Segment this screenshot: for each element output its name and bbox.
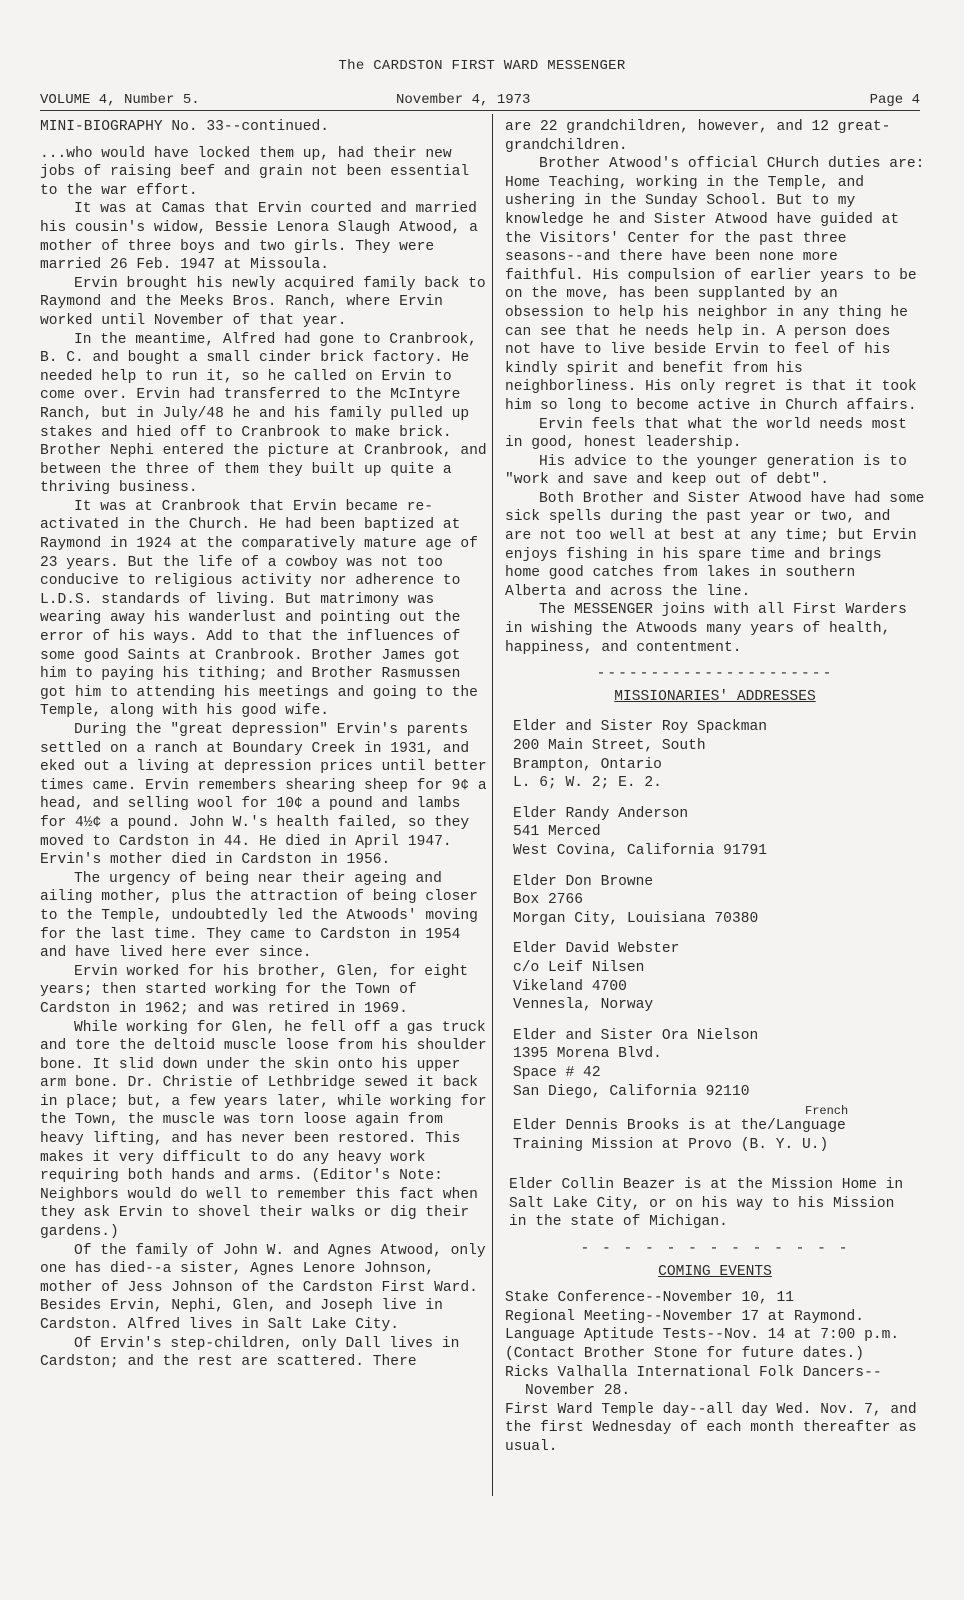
- column-divider: [492, 114, 493, 1496]
- address-line: Box 2766: [513, 892, 584, 909]
- event-item: (Contact Brother Stone for future dates.): [505, 1346, 865, 1363]
- address-line: Elder David Webster: [513, 941, 680, 958]
- note-line: Training Mission at Provo (B. Y. U.): [513, 1136, 829, 1153]
- separator: ----------------------: [596, 666, 834, 683]
- address-block: [513, 940, 925, 1014]
- paragraph: Ervin brought his newly acquired family back to Raymond and the Meeks Bros. Ranch, where Ervin worked until November of that year.: [40, 275, 486, 329]
- separator: - - - - - - - - - - - - -: [580, 1241, 850, 1258]
- paragraph: While working for Glen, he fell off a gas truck and tore the deltoid muscle loose from his shoulder bone. It slid down under the skin onto his upper arm bone. Dr. Christie of Lethbridge sewed it back in place; but, a few years later, while working for the Town, the muscle was torn loose again from heavy lifting, and has never been restored. This makes it very difficult to do any heavy work requiring both hands and arms. (Editor's Note: Neighbors would do well to remember this fact when they ask Ervin to shovel their walks or dig their gardens.): [40, 1019, 487, 1241]
- header-rule: [40, 110, 920, 111]
- page-number: Page 4: [869, 92, 920, 108]
- address-line: Elder Randy Anderson: [513, 805, 689, 822]
- paragraph: It was at Camas that Ervin courted and married his cousin's widow, Bessie Lenora Slaugh Atwood, a mother of three boys and two girls. They were married 26 Feb. 1947 at Missoula.: [40, 201, 478, 274]
- event-item: First Ward Temple day--all day Wed. Nov. 7, and the first Wednesday of each month thereafter as usual.: [505, 1401, 917, 1455]
- event-item: November 28.: [525, 1383, 631, 1400]
- paragraph: Of Ervin's step-children, only Dall lives in Cardston; and the rest are scattered. There: [40, 1335, 460, 1371]
- event-item: Regional Meeting--November 17 at Raymond.: [505, 1308, 865, 1325]
- address-line: L. 6; W. 2; E. 2.: [513, 775, 662, 792]
- address-block: [513, 805, 925, 861]
- beazer-note: Elder Collin Beazer is at the Mission Home in Salt Lake City, or on his way to his Mission in the state of Michigan.: [509, 1177, 904, 1231]
- paragraph: In the meantime, Alfred had gone to Cranbrook, B. C. and bought a small cinder brick factory. He needed help to run it, so he called on Ervin to come over. Ervin had transferred to the McIntyre Ranch, but in July/48 he and his family pulled up stakes and hied off to Cranbrook to make brick. Brother Nephi entered the picture at Cranbrook, and between the three of them they built up quite a thriving business.: [40, 331, 487, 497]
- paragraph: ...who would have locked them up, had their new jobs of raising beef and grain not been essential to the war effort.: [40, 145, 470, 199]
- left-column: [40, 118, 488, 1372]
- address-line: San Diego, California 92110: [513, 1083, 750, 1100]
- address-line: Vikeland 4700: [513, 978, 627, 995]
- paragraph: Of the family of John W. and Agnes Atwood, only one has died--a sister, Agnes Lenore Johnson, mother of Jess Johnson of the Cardston First Ward. Besides Ervin, Nephi, Glen, and Joseph live in Cardston. Alfred lives in Salt Lake City.: [40, 1242, 486, 1333]
- address-line: 1395 Morena Blvd.: [513, 1046, 662, 1063]
- event-item: Language Aptitude Tests--Nov. 14 at 7:00 p.m.: [505, 1327, 900, 1344]
- volume-number: VOLUME 4, Number 5.: [40, 92, 200, 108]
- paragraph: Ervin worked for his brother, Glen, for eight years; then started working for the Town of Cardston in 1962; and was retired in 1969.: [40, 963, 469, 1017]
- address-line: 200 Main Street, South: [513, 738, 706, 754]
- address-line: c/o Leif Nilsen: [513, 959, 645, 976]
- address-line: West Covina, California 91791: [513, 842, 767, 859]
- paragraph: Ervin feels that what the world needs most in good, honest leadership.: [505, 416, 907, 452]
- missionaries-heading: MISSIONARIES' ADDRESSES: [614, 688, 816, 705]
- brooks-note: [513, 1105, 925, 1154]
- address-line: Elder and Sister Ora Nielson: [513, 1027, 759, 1044]
- right-column: [505, 118, 925, 1457]
- event-item: Stake Conference--November 10, 11: [505, 1290, 795, 1307]
- paragraph: Brother Atwood's official CHurch duties are: Home Teaching, working in the Temple, and ushering in the Sunday School. But to my knowledge he and Sister Atwood have guided at the Visitors' Center for the past three seasons--and there have been none more faithful. His compulsion of earlier years to be on the move, has been supplanted by an obsession to help his neighbor in any thing he can see that he needs help in. A person does not have to live beside Ervin to feel of his kindly spirit and benefit from his neighborliness. His only regret is that it took him so long to become active in Church affairs.: [505, 156, 925, 414]
- paragraph: The MESSENGER joins with all First Warders in wishing the Atwoods many years of health, happiness, and contentment.: [505, 602, 907, 656]
- address-line: Brampton, Ontario: [513, 756, 662, 773]
- address-line: Elder Don Browne: [513, 873, 654, 890]
- paragraph: It was at Cranbrook that Ervin became re-activated in the Church. He had been baptized at Raymond in 1924 at the comparatively mature age of 23 years. But the life of a cowboy was not too conducive to religious activity nor adherence to L.D.S. standards of living. But matrimony was wearing away his wanderlust and pointing out the error of his ways. Add to that the influences of some good Saints at Cranbrook. Brother James got him to paying his tithing; and Brother Rasmussen got him to attending his meetings and going to the Temple, along with his good wife.: [40, 498, 478, 720]
- paragraph: Both Brother and Sister Atwood have had some sick spells during the past year or two, and are not too well at best at any time; but Ervin enjoys fishing in his spare time and brings home good catches from lakes in southern Alberta and across the line.: [505, 490, 925, 600]
- paragraph: are 22 grandchildren, however, and 12 great-grandchildren.: [505, 119, 891, 154]
- issue-date: November 4, 1973: [396, 92, 531, 108]
- events-list: [505, 1289, 925, 1456]
- address-line: Morgan City, Louisiana 70380: [513, 910, 759, 927]
- event-item: Ricks Valhalla International Folk Dancers--: [505, 1364, 882, 1381]
- section-heading: MINI-BIOGRAPHY No. 33--continued.: [40, 119, 330, 135]
- masthead-title: The CARDSTON FIRST WARD MESSENGER: [338, 58, 626, 74]
- address-line: 541 Merced: [513, 824, 601, 841]
- address-block: [513, 718, 925, 792]
- address-block: [513, 1027, 925, 1101]
- address-line: Vennesla, Norway: [513, 997, 654, 1014]
- superscript-note: French: [805, 1104, 849, 1119]
- address-line: Elder and Sister Roy Spackman: [513, 719, 767, 736]
- events-heading: COMING EVENTS: [658, 1263, 772, 1280]
- address-line: Space # 42: [513, 1064, 601, 1081]
- paragraph: His advice to the younger generation is to "work and save and keep out of debt".: [505, 453, 907, 489]
- paragraph: During the "great depression" Ervin's parents settled on a ranch at Boundary Creek in 1931, and eked out a living at depression prices until better times came. Ervin remembers shearing sheep for 9¢ a head, and selling wool for 10¢ a pound and lambs for 4½¢ a pound. John W.'s health failed, so they moved to Cardston in 44. He died in April 1947. Ervin's mother died in Cardston in 1956.: [40, 722, 487, 869]
- paragraph: The urgency of being near their ageing and ailing mother, plus the attraction of being closer to the Temple, undoubtedly led the Atwoods' moving for the last time. They came to Cardston in 1954 and have lived here ever since.: [40, 870, 478, 962]
- address-block: [513, 873, 925, 929]
- note-line: Elder Dennis Brooks is at the/Language: [513, 1118, 846, 1135]
